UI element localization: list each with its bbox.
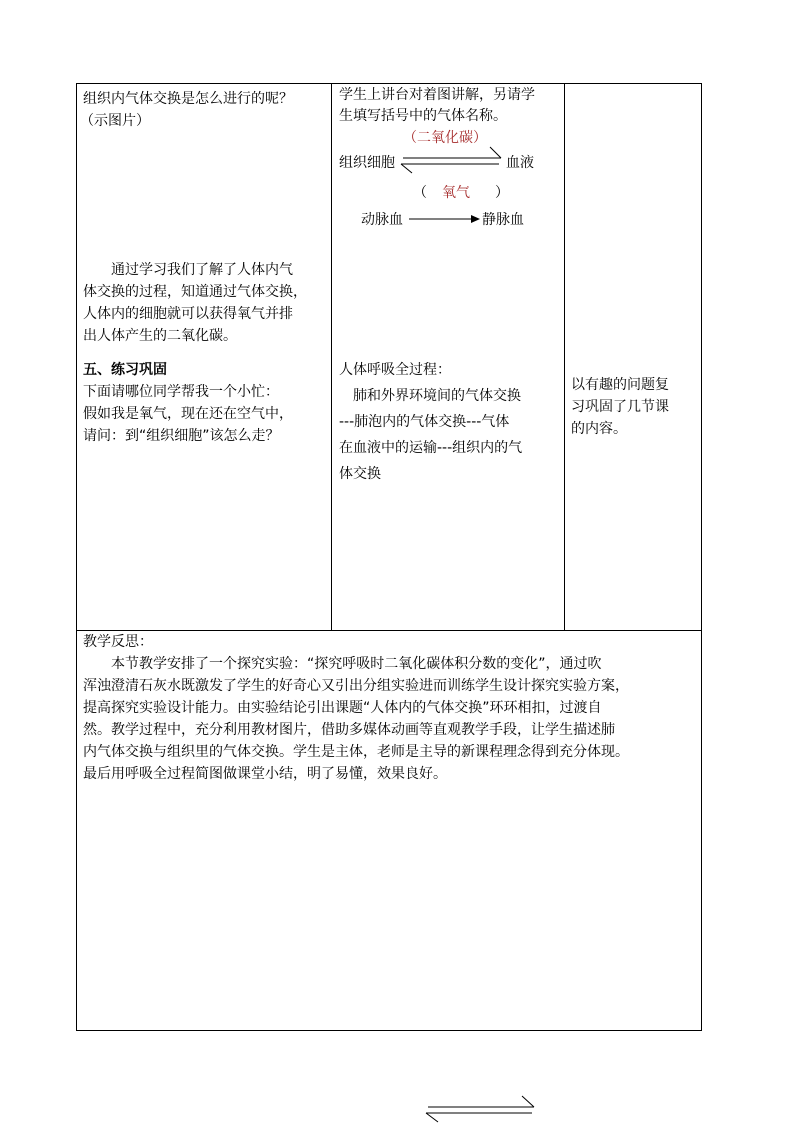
summary-line: 出人体产生的二氧化碳。 [83, 328, 237, 344]
section-heading: 五、练习巩固 [83, 362, 167, 378]
exchange-arrows-icon [422, 1095, 540, 1125]
co2-label: （二氧化碳） [403, 130, 487, 146]
process-title: 人体呼吸全过程： [339, 362, 451, 378]
question-note: （示图片） [80, 113, 150, 129]
practice-line: 请问：到“组织细胞”该怎么走？ [83, 428, 280, 444]
summary-line: 通过学习我们了解了人体内气 [83, 262, 293, 278]
summary-line: 人体内的细胞就可以获得氧气并排 [83, 306, 293, 322]
process-line: 体交换 [339, 466, 381, 482]
reflection-line: 提高探究实验设计能力。由实验结论引出课题“人体内的气体交换”环环相扣，过渡自 [83, 700, 602, 716]
process-line: 在血液中的运输---组织内的气 [339, 440, 523, 456]
process-line: ---肺泡内的气体交换---气体 [339, 414, 510, 430]
column-divider-1 [331, 83, 332, 630]
purpose-line: 习巩固了几节课 [571, 399, 669, 415]
process-line: 肺和外界环境间的气体交换 [339, 388, 521, 404]
blood-label: 血液 [506, 155, 534, 171]
intro-line: 学生上讲台对着图讲解，另请学 [339, 87, 535, 103]
practice-line: 假如我是氧气，现在还在空气中， [83, 406, 293, 422]
column-divider-2 [564, 83, 565, 630]
purpose-line: 的内容。 [571, 421, 627, 437]
row-divider [76, 630, 702, 631]
reflection-title: 教学反思： [83, 634, 153, 650]
reflection-line: 然。教学过程中，充分利用教材图片，借助多媒体动画等直观教学手段，让学生描述肺 [83, 722, 615, 738]
question-text: 组织内气体交换是怎么进行的呢？ [83, 91, 293, 107]
vein-blood-label: 静脉血 [482, 212, 524, 228]
practice-line: 下面请哪位同学帮我一个小忙： [83, 384, 279, 400]
purpose-line: 以有趣的问题复 [571, 377, 669, 393]
tissue-cell-label: 组织细胞 [339, 155, 395, 171]
reflection-line: 本节教学安排了一个探究实验：“探究呼吸时二氧化碳体积分数的变化”，通过吹 [83, 656, 602, 672]
reflection-line: 内气体交换与组织里的气体交换。学生是主体，老师是主导的新课程理念得到充分体现。 [83, 744, 629, 760]
artery-blood-label: 动脉血 [361, 212, 403, 228]
intro-line: 生填写括号中的气体名称。 [339, 108, 507, 124]
o2-paren-close: ） [495, 185, 509, 201]
summary-line: 体交换的过程，知道通过气体交换， [83, 284, 307, 300]
o2-label: 氧气 [442, 185, 470, 201]
reflection-line: 浑浊澄清石灰水既激发了学生的好奇心又引出分组实验进而训练学生设计探究实验方案， [83, 678, 629, 694]
arrow-right-icon [409, 212, 481, 226]
reflection-line: 最后用呼吸全过程简图做课堂小结，明了易懂，效果良好。 [83, 766, 447, 782]
o2-paren-open: （ [413, 185, 427, 201]
exchange-arrows-icon [395, 145, 507, 175]
